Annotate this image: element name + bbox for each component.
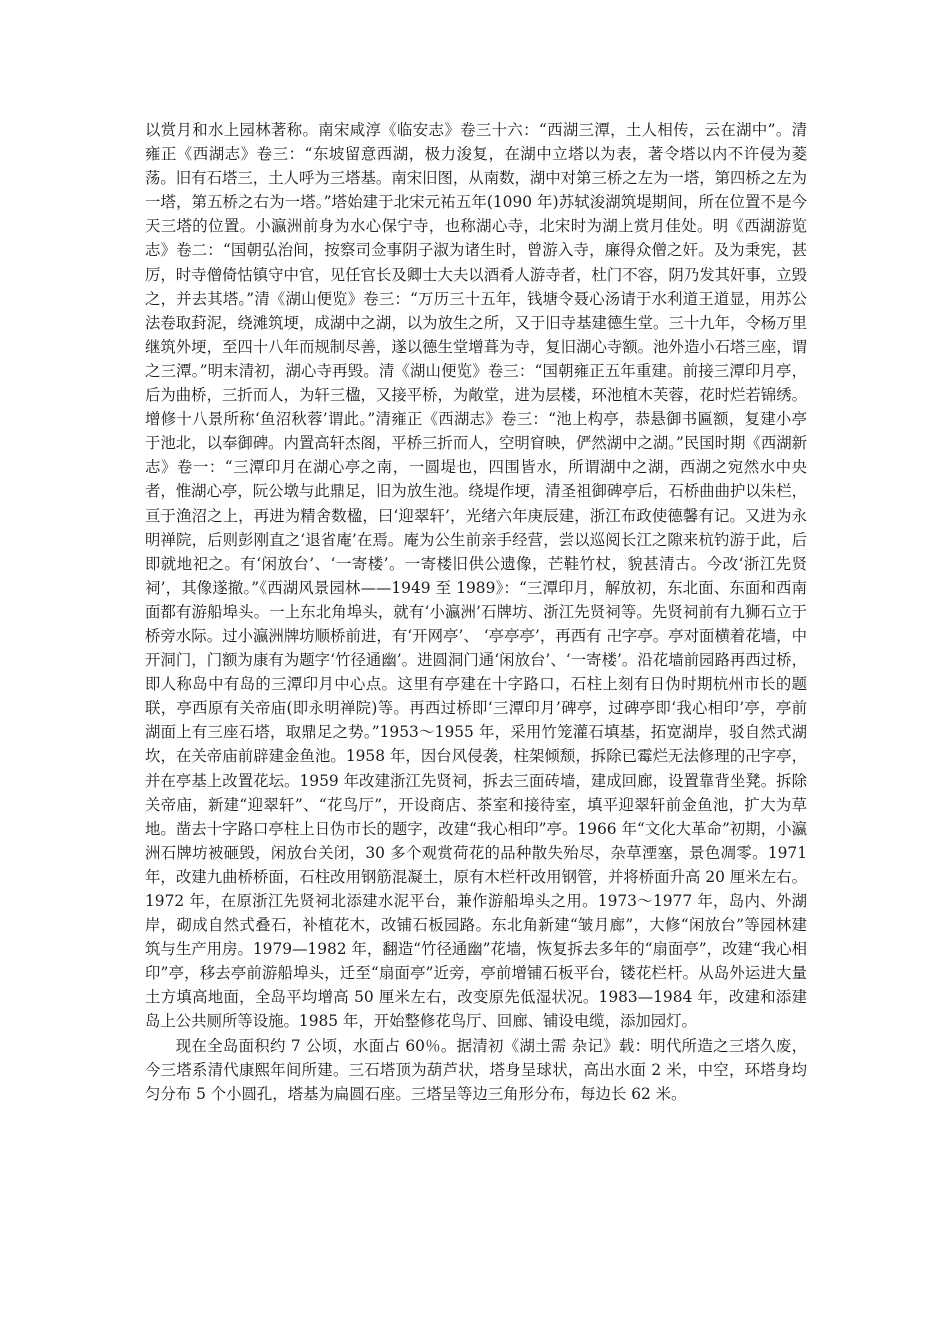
document-body xyxy=(145,118,807,1106)
body-paragraph-1: 以赏月和水上园林著称。南宋咸淳《临安志》卷三十六：“西湖三潭，土人相传，云在湖中”。清雍正《西湖志》卷三：“东坡留意西湖，极力浚复，在湖中立塔以为表，著令塔以内不许侵为菱荡。旧有石塔三，土人呼为三塔基。南宋旧图，从南数，湖中对第三桥之左为一塔，第四桥之左为一塔，第五桥之右为一塔。”塔始建于北宋元祐五年(1090 年)苏轼浚湖筑堤期间，所在位置不是今天三塔的位置。小瀛洲前身为水心保宁寺，也称湖心寺，北宋时为湖上赏月佳处。明《西湖游览志》卷二：“国朝弘治间，按察司佥事阴子淑为诸生时，曾游入寺，廉得众僧之奸。及为秉宪，甚厉，时寺僧倚怙镇守中官，见任官长及卿士大夫以酒肴人游寺者，杜门不容，阴乃发其奸事，立毁之，并去其塔。”清《湖山便览》卷三：“万历三十五年，钱塘令聂心汤请于水利道王道显，用苏公法卷取葑泥，绕滩筑埂，成湖中之湖，以为放生之所，又于旧寺基建德生堂。三十九年，令杨万里继筑外埂，至四十八年而规制尽善，遂以德生堂增葺为寺，复旧湖心寺额。池外造小石塔三座，谓之三潭。”明末清初，湖心寺再毁。清《湖山便览》卷三：“国朝雍正五年重建。前接三潭印月亭，后为曲桥，三折而人，为轩三楹，又接平桥，为敞堂，进为层楼，环池植木芙蓉，花时烂若锦绣。增修十八景所称‘鱼沼秋蓉’谓此。”清雍正《西湖志》卷三：“池上构亭，恭悬御书匾额，复建小亭于池北，以奉御碑。内置高轩杰阁，平桥三折而人，空明窅映，俨然湖中之湖。”民国时期《西湖新志》卷一：“三潭印月在湖心亭之南，一圆堤也，四围皆水，所谓湖中之湖，西湖之宛然水中央者，惟湖心亭，阮公墩与此鼎足，旧为放生池。绕堤作埂，清圣祖御碑亭后，石桥曲曲护以朱栏，亘于渔沼之上，再进为精舍数楹，曰‘迎翠轩’，光绪六年庚辰建，浙江布政使德馨有记。又进为永明禅院，后则彭刚直之‘退省庵’在焉。庵为公生前亲手经营，尝以巡阅长江之隙来杭钓游于此，后即就地祀之。有‘闲放台’、‘一寄楼’。一寄楼旧供公遗像，芒鞋竹杖，貌甚清古。今改‘浙江先贤祠’，其像遂撤。”《西湖风景园林——1949 至 1989》：“三潭印月，解放初，东北面、东面和西南面都有游船埠头。一上东北角埠头，就有‘小瀛洲’石牌坊、浙江先贤祠等。先贤祠前有九狮石立于桥旁水际。过小瀛洲牌坊顺桥前进，有‘开网亭’、 ‘亭亭亭’，再西有 卍字亭。亭对面横着花墙，中开洞门，门额为康有为题字‘竹径通幽’。进圆洞门通‘闲放台’、‘一寄楼’。沿花墙前园路再西过桥，即人称岛中有岛的三潭印月中心点。这里有亭建在十字路口，石柱上刻有日伪时期杭州市长的题联，亭西原有关帝庙(即永明禅院)等。再西过桥即‘三潭印月’碑亭，过碑亭即‘我心相印’亭，亭前湖面上有三座石塔，取鼎足之势。”1953～1955 年，采用竹笼灌石填基，拓宽湖岸，驳自然式湖坎，在关帝庙前辟建金鱼池。1958 年，因台风侵袭，柱架倾颓，拆除已霉烂无法修理的卍字亭，并在亭基上改置花坛。1959 年改建浙江先贤祠，拆去三面砖墙，建成回廊，设置靠背坐凳。拆除关帝庙，新建“迎翠轩”、“花鸟厅”，开设商店、茶室和接待室，填平迎翠轩前金鱼池，扩大为草地。凿去十字路口亭柱上日伪市长的题字，改建“我心相印”亭。1966 年“文化大革命”初期，小瀛洲石牌坊被砸毁，闲放台关闭，30 多个观赏荷花的品种散失殆尽，杂草湮塞，景色凋零。1971 年，改建九曲桥桥面，石柱改用钢筋混凝土，原有木栏杆改用钢管，并将桥面升高 20 厘米左右。1972 年，在原浙江先贤祠北添建水泥平台，兼作游船埠头之用。1973～1977 年，岛内、外湖岸，砌成自然式叠石，补植花木，改铺石板园路。东北角新建“皱月廊”，大修“闲放台”等园林建筑与生产用房。1979—1982 年，翻造“竹径通幽”花墙，恢复拆去多年的“扇面亭”，改建“我心相印”亭，移去亭前游船埠头，迁至“扇面亭”近旁，亭前增铺石板平台，镂花栏杆。从岛外运进大量土方填高地面，全岛平均增高 50 厘米左右，改变原先低湿状况。1983—1984 年，改建和添建岛上公共厕所等设施。1985 年，开始整修花鸟厅、回廊、铺设电缆，添加园灯。 xyxy=(145,121,807,1031)
body-paragraph-2: 现在全岛面积约 7 公顷，水面占 60％。据清初《湖土需 杂记》载：明代所造之三塔久废，今三塔系清代康熙年间所建。三石塔顶为葫芦状，塔身呈球状，高出水面 2 米，中空，环塔身均匀分布 5 个小圆孔，塔基为扁圆石座。三塔呈等边三角形分布，每边长 62 米。 xyxy=(145,1036,807,1103)
